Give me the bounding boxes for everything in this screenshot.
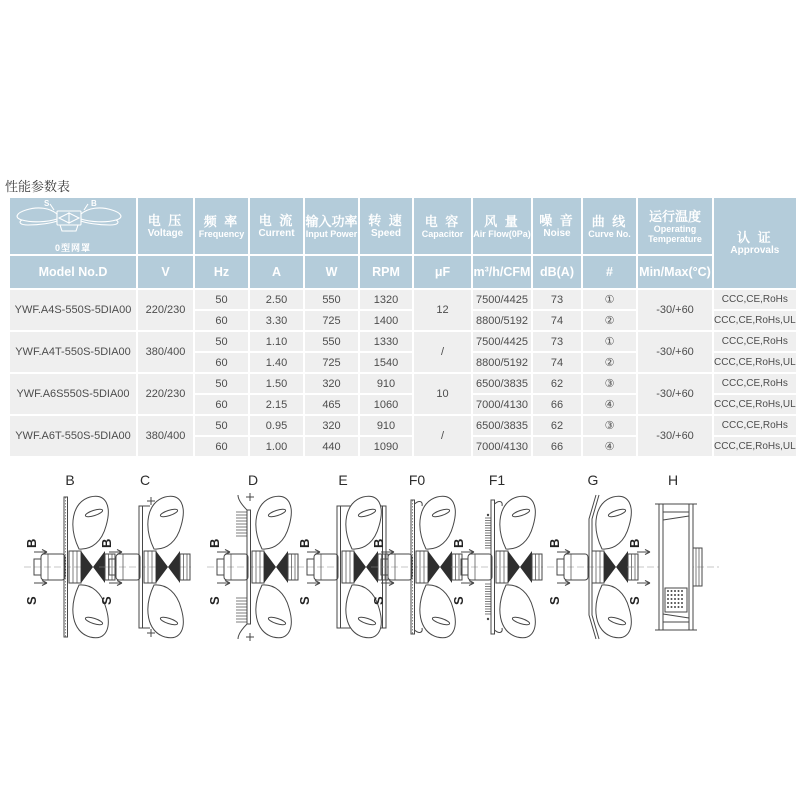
col-noise: 噪 音 Noise [533,198,581,254]
mount-type-label: E [338,472,348,488]
hz-cell: 60 [195,437,248,456]
svg-text:S: S [207,596,222,605]
col-speed: 转 速 Speed [360,198,412,254]
table-row [10,332,796,351]
curve-cell: ④ [583,437,636,456]
hz-cell: 50 [195,374,248,393]
col-frequency: 频 率 Frequency [195,198,248,254]
capacitor-cell: 12 [414,290,471,330]
mount-type-H [625,470,721,642]
col-voltage: 电 压 Voltage [138,198,193,254]
power-cell: 320 [305,416,358,435]
table-row [10,374,796,393]
model-cell: YWF.A6S550S-5DIA00 [10,374,136,414]
approvals-cell: CCC,CE,RoHs [714,332,796,351]
airflow-cell: 8800/5192 [473,311,531,330]
unit-w: W [305,256,358,288]
curve-cell: ② [583,311,636,330]
page-title: 性能参数表 [5,179,71,194]
unit-curve: # [583,256,636,288]
power-cell: 320 [305,374,358,393]
approvals-cell: CCC,CE,RoHs,UL [714,311,796,330]
hz-cell: 50 [195,332,248,351]
unit-rpm: RPM [360,256,412,288]
mount-type-label: D [247,472,259,488]
guard-s-label: S [44,199,50,208]
temp-cell: -30/+60 [638,290,712,330]
unit-uf: μF [414,256,471,288]
rpm-cell: 1060 [360,395,412,414]
svg-text:B: B [99,538,114,548]
col-curve-no: 曲 线 Curve No. [583,198,636,254]
col-operating-temperature: 运行温度 Operating Temperature [638,198,712,254]
hz-cell: 50 [195,416,248,435]
unit-v: V [138,256,193,288]
current-cell: 0.95 [250,416,303,435]
unit-minmax: Min/Max(°C) [638,256,712,288]
svg-text:B: B [207,538,222,548]
mount-type-F1 [449,470,545,642]
capacitor-cell: / [414,332,471,372]
curve-cell: ④ [583,395,636,414]
noise-cell: 66 [533,395,581,414]
fan-mount-drawing-H [625,492,721,642]
svg-text:B: B [451,538,466,548]
rpm-cell: 910 [360,374,412,393]
rpm-cell: 1090 [360,437,412,456]
power-cell: 550 [305,290,358,309]
power-cell: 725 [305,353,358,372]
voltage-cell: 380/400 [138,332,193,372]
svg-text:B: B [371,538,386,548]
col-capacitor: 电 容 Capacitor [414,198,471,254]
model-cell: YWF.A6T-550S-5DIA00 [10,416,136,456]
voltage-cell: 220/230 [138,290,193,330]
approvals-cell: CCC,CE,RoHs,UL [714,437,796,456]
rpm-cell: 910 [360,416,412,435]
svg-text:B: B [24,538,39,548]
guard-b-label: B [91,199,97,208]
table-row [10,290,796,309]
guard-caption: 0型网罩 [54,243,91,253]
hz-cell: 60 [195,353,248,372]
capacitor-cell: / [414,416,471,456]
current-cell: 1.40 [250,353,303,372]
current-cell: 1.10 [250,332,303,351]
fan-mount-drawing-C [97,492,193,642]
curve-cell: ③ [583,416,636,435]
fan-guard-icon [10,198,128,240]
noise-cell: 62 [533,416,581,435]
airflow-cell: 6500/3835 [473,374,531,393]
current-cell: 2.15 [250,395,303,414]
capacitor-cell: 10 [414,374,471,414]
voltage-cell: 380/400 [138,416,193,456]
svg-text:S: S [371,596,386,605]
mount-type-label: G [587,472,599,488]
noise-cell: 62 [533,374,581,393]
approvals-cell: CCC,CE,RoHs [714,416,796,435]
fan-mount-drawing-F1 [449,492,545,642]
svg-text:B: B [297,538,312,548]
temp-cell: -30/+60 [638,374,712,414]
mount-type-D [205,470,301,642]
current-cell: 1.50 [250,374,303,393]
svg-text:B: B [547,538,562,548]
col-airflow: 风 量 Air Flow(0Pa) [473,198,531,254]
svg-text:S: S [451,596,466,605]
power-cell: 465 [305,395,358,414]
curve-cell: ① [583,332,636,351]
curve-cell: ③ [583,374,636,393]
rpm-cell: 1540 [360,353,412,372]
mount-type-label: B [65,472,75,488]
mount-type-label: C [139,472,151,488]
mount-type-label: F1 [488,472,506,488]
performance-spec-table [8,196,798,458]
noise-cell: 73 [533,290,581,309]
airflow-cell: 6500/3835 [473,416,531,435]
guard-image-cell [10,198,136,254]
rpm-cell: 1330 [360,332,412,351]
curve-cell: ② [583,353,636,372]
airflow-cell: 7500/4425 [473,290,531,309]
fan-mount-drawing-D [205,492,301,642]
temp-cell: -30/+60 [638,332,712,372]
hz-cell: 50 [195,290,248,309]
hz-cell: 60 [195,395,248,414]
svg-text:S: S [99,596,114,605]
temp-cell: -30/+60 [638,416,712,456]
approvals-cell: CCC,CE,RoHs,UL [714,353,796,372]
mount-type-label: H [667,472,679,488]
unit-db: dB(A) [533,256,581,288]
unit-airflow: m³/h/CFM [473,256,531,288]
noise-cell: 73 [533,332,581,351]
svg-text:S: S [627,596,642,605]
airflow-cell: 7000/4130 [473,395,531,414]
table-row [10,416,796,435]
svg-text:B: B [627,538,642,548]
svg-text:S: S [297,596,312,605]
model-no-header: Model No.D [10,256,136,288]
model-cell: YWF.A4T-550S-5DIA00 [10,332,136,372]
col-input-power: 输入功率 Input Power [305,198,358,254]
approvals-cell: CCC,CE,RoHs [714,374,796,393]
col-approvals: 认 证 Approvals [714,198,796,288]
rpm-cell: 1400 [360,311,412,330]
power-cell: 725 [305,311,358,330]
noise-cell: 66 [533,437,581,456]
unit-hz: Hz [195,256,248,288]
power-cell: 550 [305,332,358,351]
current-cell: 1.00 [250,437,303,456]
curve-cell: ① [583,290,636,309]
noise-cell: 74 [533,353,581,372]
approvals-cell: CCC,CE,RoHs,UL [714,395,796,414]
approvals-cell: CCC,CE,RoHs [714,290,796,309]
airflow-cell: 7000/4130 [473,437,531,456]
current-cell: 2.50 [250,290,303,309]
power-cell: 440 [305,437,358,456]
mount-type-label: F0 [408,472,426,488]
noise-cell: 74 [533,311,581,330]
hz-cell: 60 [195,311,248,330]
current-cell: 3.30 [250,311,303,330]
svg-text:S: S [547,596,562,605]
unit-a: A [250,256,303,288]
mount-type-C [97,470,193,642]
voltage-cell: 220/230 [138,374,193,414]
airflow-cell: 8800/5192 [473,353,531,372]
model-cell: YWF.A4S-550S-5DIA00 [10,290,136,330]
rpm-cell: 1320 [360,290,412,309]
col-current: 电 流 Current [250,198,303,254]
svg-text:S: S [24,596,39,605]
airflow-cell: 7500/4425 [473,332,531,351]
